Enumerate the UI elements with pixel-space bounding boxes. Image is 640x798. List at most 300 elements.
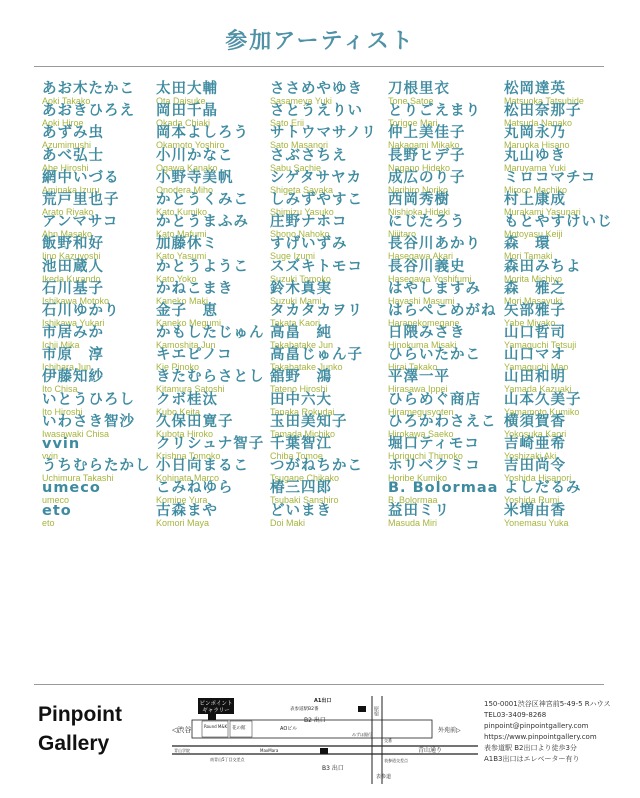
station-label: 表参道駅B2番: [290, 707, 319, 712]
artist-name-jp: 小川かなこ: [156, 147, 234, 164]
artist-name-romaji: Sasameya Yuki: [270, 96, 332, 106]
artist-name-jp: 庄野ナホコ: [270, 214, 348, 231]
artist-name-romaji: Yoshida Hisanori: [504, 473, 572, 484]
artist-name-romaji: Uchimura Takashi: [42, 473, 114, 484]
artist-name-romaji: Miroco Machiko: [504, 184, 568, 195]
artist-name-romaji: Tsubaki Sanshiro: [270, 495, 339, 506]
artist-entry: [42, 260, 160, 282]
artist-name-jp: いわさき智沙: [42, 413, 135, 430]
artist-name-romaji: Hirai Takako: [388, 362, 438, 373]
artist-name-romaji: Kie Pinoko: [156, 362, 200, 373]
ao-building-label: AOビル: [280, 726, 298, 732]
artist-entry: [504, 304, 622, 326]
phone: TEL03-3409-8268: [484, 711, 547, 719]
artist-name-jp: 堀口ティモコ: [388, 436, 480, 452]
page-title: 参加アーティスト: [225, 29, 415, 54]
artist-name-jp: ひらいたかこ: [388, 347, 481, 364]
artist-name-jp: うちむらたかし: [42, 458, 151, 475]
website-link[interactable]: https://www.pinpointgallery.com: [484, 733, 597, 741]
artist-entry: [504, 480, 622, 506]
artist-entry: [270, 193, 388, 215]
round-mk-label: Round M&K: [204, 724, 228, 729]
b3-exit-marker: [320, 748, 328, 754]
artist-name-romaji: Suzuki Tomoko: [270, 273, 331, 284]
artist-entry: [42, 282, 160, 304]
artist-name-jp: 石川ゆかり: [42, 302, 120, 319]
artist-name-romaji: vvin: [42, 451, 59, 461]
artist-entry: [270, 369, 388, 395]
artist-name-romaji: Masuda Miri: [388, 517, 438, 528]
artist-entry: [388, 193, 506, 215]
artist-name-romaji: Harapekomegane: [388, 317, 460, 328]
artist-entry: [270, 325, 388, 351]
artist-entry: [42, 125, 160, 151]
artist-name-jp: 伊藤知紗: [42, 369, 104, 386]
artist-name-jp: ミロコマチコ: [504, 169, 597, 186]
artist-name-jp: 椿三四郎: [270, 480, 332, 497]
artist-name-romaji: Mori Masayuki: [504, 295, 563, 306]
artist-name-jp: 益田ミリ: [388, 502, 450, 519]
artist-name-romaji: Kaneko Megumi: [156, 317, 222, 328]
artist-entry: [388, 82, 506, 104]
artist-name-jp: 高畠じゅん子: [270, 347, 363, 364]
artist-name-jp: 丸山ゆき: [504, 147, 566, 164]
artist-entry: [156, 125, 274, 151]
artist-entry: [388, 369, 506, 395]
artist-entry: [504, 214, 622, 240]
artist-name-jp: 米増由香: [504, 502, 566, 519]
artist-name-romaji: Yamaguchi Tetsuji: [504, 340, 577, 351]
bottom-divider: [34, 684, 604, 685]
artist-entry: [270, 214, 388, 240]
pinpoint-label-1: ピンポイント: [199, 701, 233, 707]
artist-entry: [388, 125, 506, 151]
artist-name-romaji: Yoshida Rumi: [504, 495, 560, 506]
artist-name-romaji: Ichihara Jun: [42, 362, 92, 373]
artist-name-jp: あずみ虫: [42, 125, 104, 142]
artist-name-romaji: Hasegawa Yoshifumi: [388, 273, 472, 284]
artist-name-romaji: Hiramegusyoten: [388, 406, 454, 417]
artist-name-jp: 岡本よしろう: [156, 125, 249, 142]
mizuho-label: みずほ銀行: [352, 732, 372, 737]
artist-name-jp: 松岡達英: [504, 81, 566, 97]
artist-entry: [156, 103, 274, 129]
artist-name-romaji: Kitamura Satoshi: [156, 384, 225, 395]
artist-entry: [156, 236, 274, 262]
artist-name-jp: あべ弘士: [42, 147, 104, 164]
artist-name-jp: 久保田寛子: [156, 413, 234, 430]
elevator-note: A1B3出口はエレベーター有り: [484, 755, 580, 763]
artist-entry: [388, 282, 506, 304]
artist-column-5: [504, 82, 622, 526]
artist-entry: [504, 171, 622, 193]
artist-name-jp: 丸岡永乃: [504, 125, 566, 142]
artist-name-jp: シゲタサヤカ: [270, 169, 362, 186]
artist-name-jp: 長谷川義史: [388, 258, 466, 275]
artist-entry: [156, 82, 274, 104]
artist-name-romaji: Arato Riyako: [42, 206, 94, 217]
artist-name-jp: アンマサコ: [42, 214, 119, 231]
artist-name-jp: 石川基子: [42, 280, 104, 297]
artist-name-romaji: Ishikawa Yukari: [42, 317, 105, 328]
artist-name-jp: 吉田尚令: [504, 458, 566, 475]
artist-name-jp: 舘野 鴻: [270, 369, 332, 386]
artist-entry: [388, 504, 506, 526]
artist-name-romaji: Okamoto Yoshiro: [156, 140, 225, 151]
artist-name-jp: 松田奈那子: [504, 103, 582, 120]
artist-entry: [388, 458, 506, 484]
artist-name-romaji: Kubo Keita: [156, 406, 201, 417]
artist-name-romaji: Shono Nahoko: [270, 229, 330, 240]
artist-name-jp: 矢部雅子: [504, 302, 566, 319]
artist-name-romaji: eto: [42, 517, 55, 528]
artist-entry: [270, 125, 388, 151]
artist-entry: [156, 325, 274, 351]
artist-name-romaji: Motoyasu Keiji: [504, 229, 563, 240]
artist-name-romaji: Sato Masanori: [270, 140, 329, 151]
artist-name-jp: umeco: [42, 480, 101, 497]
artist-entry: [42, 304, 160, 326]
flower-label: 花の館: [232, 726, 246, 731]
artist-entry: [42, 458, 160, 484]
artist-name-jp: はやしますみ: [388, 280, 481, 297]
artist-entry: [270, 437, 388, 459]
artist-entry: [504, 260, 622, 282]
artist-entry: [504, 437, 622, 459]
artist-name-romaji: Tateno Hiroshi: [270, 384, 328, 395]
artist-name-romaji: Azumimushi: [42, 140, 92, 151]
artist-entry: [156, 260, 274, 282]
artist-name-romaji: Hinokuma Misaki: [388, 340, 457, 351]
gallery-info: [484, 699, 634, 765]
artist-entry: [388, 393, 506, 415]
b2-exit-label: B2 出口: [304, 717, 326, 724]
artist-name-jp: eto: [42, 502, 72, 519]
artist-name-romaji: Tone Satoe: [388, 96, 434, 106]
artist-name-romaji: Takabatake Jun: [270, 340, 334, 351]
artist-name-romaji: Nagano Hideko: [388, 162, 451, 173]
artist-name-romaji: Horibe Kumiko: [388, 473, 448, 484]
artist-name-jp: きたむらさとし: [156, 369, 265, 386]
artist-name-romaji: Ikeda Kurando: [42, 273, 101, 284]
koban-label: 交番: [384, 738, 392, 743]
artist-name-jp: もとやすけいじ: [504, 214, 613, 231]
artist-name-jp: さぶさちえ: [270, 147, 348, 164]
artist-entry: [504, 125, 622, 151]
artist-name-romaji: Maruyama Yuki: [504, 162, 566, 173]
artist-entry: [42, 103, 160, 129]
artist-entry: [504, 82, 622, 104]
artist-name-jp: スズキトモコ: [270, 258, 363, 275]
artist-name-jp: 山田和明: [504, 369, 566, 386]
artist-entry: [270, 504, 388, 526]
artist-name-jp: 吉崎亜希: [504, 436, 566, 452]
artist-name-romaji: Torigoe Mari: [388, 118, 438, 129]
artist-entry: [42, 504, 160, 526]
artist-column-1: [42, 82, 160, 526]
artist-name-romaji: Narihiro Noriko: [388, 184, 449, 195]
artist-entry: [388, 325, 506, 351]
artist-entry: [42, 236, 160, 262]
artist-entry: [270, 282, 388, 304]
aoyama-gakuin-label: 青山学院: [174, 748, 190, 753]
artist-entry: [270, 260, 388, 282]
artist-name-jp: 市原 淳: [42, 347, 104, 364]
artist-name-jp: 村上康成: [504, 191, 566, 208]
artist-name-jp: つがねちかこ: [270, 458, 363, 475]
aoyama-dori-label: 青山通り: [418, 747, 443, 754]
artist-name-romaji: Ota Daisuke: [156, 96, 206, 106]
artist-name-jp: にじたろう: [388, 214, 466, 231]
artist-name-romaji: Tamada Michiko: [270, 428, 336, 439]
artist-name-jp: 山口マオ: [504, 347, 566, 364]
artist-name-jp: 森田みちよ: [504, 258, 582, 275]
artist-name-jp: 古森まや: [156, 502, 218, 519]
artist-name-romaji: Yokosuka Kaori: [504, 428, 567, 439]
artist-name-romaji: Kaneko Maki: [156, 295, 209, 306]
artist-name-romaji: Sabu Sachie: [270, 162, 322, 173]
artist-name-romaji: Ito Chisa: [42, 384, 78, 395]
access-map: [172, 692, 478, 784]
artist-name-jp: かとうくみこ: [156, 191, 249, 208]
artist-name-jp: 加藤休ミ: [156, 236, 218, 253]
artist-name-romaji: Iino Kazuyoshi: [42, 251, 101, 262]
station-exit-marker: [358, 706, 366, 712]
artist-name-jp: よしだるみ: [504, 480, 582, 497]
logo-line-1: Pinpoint: [38, 703, 122, 726]
artist-name-jp: いとうひろし: [42, 391, 135, 408]
maxmara-label: MaxMara: [260, 748, 279, 753]
artist-name-romaji: Suge Izumi: [270, 251, 316, 262]
artist-entry: [388, 214, 506, 240]
artist-entry: [156, 149, 274, 171]
artist-name-romaji: Ogawa Kanako: [156, 162, 218, 173]
artist-name-romaji: Matsuda Nanako: [504, 118, 573, 129]
artist-name-jp: 池田蔵人: [42, 258, 104, 275]
artist-entry: [504, 149, 622, 171]
artist-name-romaji: Tsugane Chikako: [270, 473, 340, 484]
artist-name-jp: 日隈みさき: [388, 325, 466, 342]
artist-name-jp: 岡田千晶: [156, 103, 218, 120]
artist-name-jp: 荒戸里也子: [42, 191, 120, 208]
artist-name-romaji: Yabe Miyako: [504, 317, 556, 328]
artist-entry: [270, 458, 388, 484]
artist-entry: [156, 393, 274, 415]
artist-name-jp: ささめやゆき: [270, 81, 363, 97]
artist-name-jp: 飯野和好: [42, 236, 104, 253]
artist-entry: [42, 193, 160, 215]
artist-name-jp: ひろかわさえこ: [388, 413, 497, 430]
artist-name-romaji: Hayashi Masumi: [388, 295, 455, 306]
artist-column-4: [388, 82, 506, 526]
artist-name-jp: クリシュナ智子: [156, 436, 265, 452]
artist-name-jp: 山口哲司: [504, 325, 566, 342]
artist-entry: [42, 480, 160, 506]
artist-name-romaji: Kato Yasumi: [156, 251, 207, 262]
email-link[interactable]: pinpoint@pinpointgallery.com: [484, 722, 589, 730]
artist-column-2: [156, 82, 274, 526]
artist-name-romaji: Chiba Tomoe: [270, 451, 323, 461]
artist-name-jp: 千葉智江: [270, 436, 332, 452]
artist-name-romaji: Shigeta Sayaka: [270, 184, 334, 195]
artist-name-jp: 長谷川あかり: [388, 236, 481, 253]
address: 150-0001渋谷区神宮前5-49-5 Rハウス: [484, 700, 611, 708]
artist-name-jp: しみずやすこ: [270, 191, 363, 208]
b3-exit-label: B3 出口: [322, 765, 344, 772]
artist-name-jp: タカタカヲリ: [270, 302, 363, 319]
artist-name-romaji: Kato Kumiko: [156, 206, 208, 217]
artist-name-romaji: Komori Maya: [156, 517, 210, 528]
artist-name-romaji: Iwasawaki Chisa: [42, 428, 110, 439]
artist-name-romaji: Kubota Hiroko: [156, 428, 214, 439]
artist-name-jp: B. Bolormaa: [388, 480, 499, 497]
artist-entry: [42, 214, 160, 240]
artist-name-jp: 網中いづる: [42, 169, 120, 186]
artist-name-romaji: Abe Hiroshi: [42, 162, 89, 173]
artist-entry: [270, 149, 388, 171]
artist-entry: [156, 171, 274, 193]
gallery-location: [208, 714, 216, 720]
artist-entry: [388, 480, 506, 506]
artist-name-jp: クボ桂汰: [156, 391, 218, 408]
artist-name-romaji: Nishioka Hideki: [388, 206, 451, 217]
artist-name-romaji: Yamamoto Kumiko: [504, 406, 580, 417]
artist-name-romaji: Yamada Kazuaki: [504, 384, 572, 395]
artist-name-jp: 長野ヒデ子: [388, 147, 466, 164]
minami-aoyama-label: 南青山5丁目交差点: [210, 757, 245, 762]
artist-name-jp: 平澤一平: [388, 369, 450, 386]
artist-name-romaji: Ishikawa Motoko: [42, 295, 110, 306]
a1-exit-label: A1出口: [314, 698, 332, 704]
artist-entry: [156, 480, 274, 506]
artist-name-jp: 小日向まるこ: [156, 458, 249, 475]
artist-entry: [42, 325, 160, 351]
artist-entry: [156, 282, 274, 304]
artist-entry: [504, 103, 622, 129]
artist-name-romaji: Shimizu Yasuko: [270, 206, 334, 217]
artist-name-jp: さとうえりい: [270, 103, 363, 120]
artist-name-jp: かとうようこ: [156, 258, 249, 275]
artist-name-jp: 小野寺美帆: [156, 169, 234, 186]
artist-entry: [156, 193, 274, 215]
artist-entry: [388, 437, 506, 459]
artist-name-romaji: Sato Erii: [270, 118, 305, 129]
artist-name-jp: かねこまき: [156, 280, 234, 297]
omotesando-crossing-label: 表参道交差点: [384, 758, 408, 763]
artist-name-romaji: Kohinata Marco: [156, 473, 220, 484]
artist-name-romaji: Ahn Masako: [42, 229, 93, 240]
omotesando-label: 表参道: [376, 774, 392, 780]
artist-name-jp: かもしたじゅん: [156, 325, 265, 342]
artist-entry: [42, 347, 160, 373]
artist-name-jp: 田中六大: [270, 391, 332, 408]
artist-name-jp: かとうまふみ: [156, 214, 249, 231]
artist-entry: [388, 103, 506, 129]
artist-name-jp: 森 雅之: [504, 280, 566, 297]
artist-entry: [156, 458, 274, 484]
artist-name-romaji: Kamoshita Jun: [156, 340, 216, 351]
artist-entry: [388, 415, 506, 437]
artist-name-jp: 西岡秀樹: [388, 191, 450, 208]
artist-entry: [42, 82, 160, 104]
artist-name-jp: あお木たかこ: [42, 81, 135, 97]
artist-name-romaji: Nakagami Mikako: [388, 140, 460, 151]
artist-name-jp: 高畠 純: [270, 325, 332, 342]
artist-entry: [270, 480, 388, 506]
artist-entry: [504, 504, 622, 526]
artist-name-romaji: Kato Yoko: [156, 273, 197, 284]
artist-name-jp: ひらめぐ商店: [388, 391, 481, 408]
artist-name-romaji: Ito Hiroshi: [42, 406, 83, 417]
artist-entry: [156, 504, 274, 526]
artist-entry: [156, 347, 274, 373]
artist-entry: [504, 236, 622, 262]
artist-name-romaji: Suzuki Mami: [270, 295, 322, 306]
artist-entry: [504, 369, 622, 395]
artist-name-jp: 鈴木真実: [270, 280, 332, 297]
artist-name-romaji: Aminaka Izuru: [42, 184, 100, 195]
artist-entry: [156, 415, 274, 437]
artist-name-romaji: Doi Maki: [270, 517, 306, 528]
artist-name-romaji: Matsuoka Tatsuhide: [504, 96, 584, 106]
artist-name-romaji: Kato Mafumi: [156, 229, 207, 240]
artist-entry: [270, 347, 388, 373]
artist-entry: [270, 304, 388, 326]
logo-line-2: Gallery: [38, 732, 110, 755]
shibuya-direction: ◁渋谷: [172, 726, 192, 734]
artist-name-jp: 森 環: [504, 236, 551, 253]
artist-entry: [504, 282, 622, 304]
artist-name-romaji: Aoki Hiroe: [42, 118, 84, 129]
artist-name-jp: 市居みか: [42, 325, 104, 342]
gaien-direction: 外苑前▷: [438, 727, 461, 734]
artist-name-romaji: Hirasawa Ippei: [388, 384, 448, 395]
gallery-logo: [38, 700, 122, 758]
artist-entry: [42, 415, 160, 437]
artist-name-jp: あおきひろえ: [42, 103, 135, 120]
artist-entry: [388, 149, 506, 171]
artist-name-jp: 仲上美佳子: [388, 125, 466, 142]
artist-name-romaji: Okada Chiaki: [156, 118, 211, 129]
pinpoint-label-2: ギャラリー: [202, 708, 230, 714]
artist-entry: [270, 171, 388, 193]
artist-entry: [504, 193, 622, 215]
artist-entry: [388, 171, 506, 193]
artist-entry: [504, 393, 622, 415]
artist-entry: [270, 393, 388, 415]
artist-entry: [388, 304, 506, 326]
artist-name-jp: 横須賀香: [504, 413, 566, 430]
artist-name-romaji: Mori Tamaki: [504, 251, 553, 262]
artist-entry: [504, 325, 622, 351]
artist-entry: [270, 236, 388, 262]
access-note: 表参道駅 B2出口より徒歩3分: [484, 744, 577, 752]
artist-name-romaji: B. Bolormaa: [388, 495, 438, 506]
artist-name-jp: はらぺこめがね: [388, 302, 497, 319]
artist-name-jp: 太田大輔: [156, 81, 218, 97]
artist-name-romaji: Hirokawa Saeko: [388, 428, 454, 439]
artist-name-romaji: Yonemasu Yuka: [504, 517, 569, 528]
artist-entry: [270, 103, 388, 129]
artist-entry: [42, 149, 160, 171]
artist-entry: [504, 458, 622, 484]
artist-name-romaji: Maruoka Hisano: [504, 140, 570, 151]
artist-entry: [504, 347, 622, 373]
artist-name-romaji: Komine Yura: [156, 495, 208, 506]
artist-name-romaji: Ichii Mika: [42, 340, 80, 351]
artist-name-jp: 刀根里衣: [388, 81, 450, 97]
artist-name-romaji: Onodera Miho: [156, 184, 214, 195]
